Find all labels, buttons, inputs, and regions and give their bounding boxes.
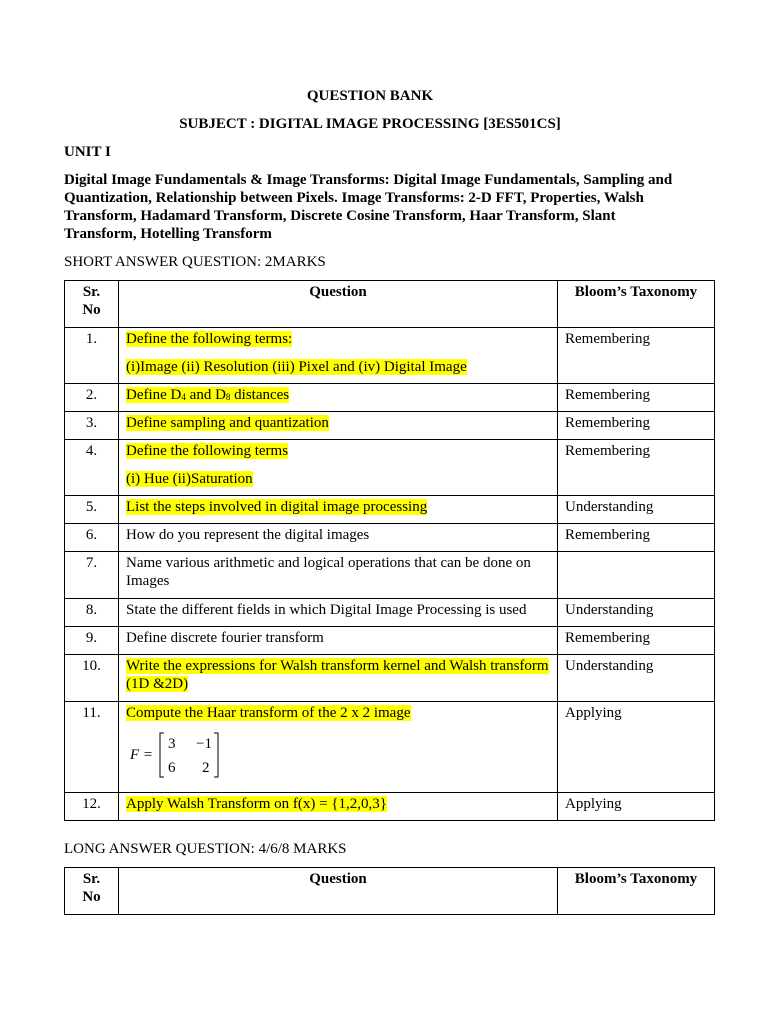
table-row (65, 793, 715, 821)
question-text: Define sampling and quantization (126, 415, 329, 431)
question-text-part: distances (230, 387, 290, 403)
unit-description: Digital Image Fundamentals & Image Transforms: Digital Image Fundamentals, Sampling and Quantization, Relationship between Pixels. Image Transforms: 2-D FFT, Properties, Walsh Transform, Hadamard Transform, Discrete Cosine Transform, Haar Transform, Slant Transform, Hotelling Transform (64, 172, 673, 242)
col-header-sr (65, 281, 119, 328)
question-text: Compute the Haar transform of the 2 x 2 image (126, 705, 411, 721)
question-text-part: and D (185, 387, 226, 403)
sr-cell: 11. (65, 702, 119, 793)
unit-heading: UNIT I (64, 144, 111, 160)
matrix-a: 3 (168, 736, 176, 752)
table-row (65, 524, 715, 552)
bloom-cell: Applying (558, 793, 715, 821)
bloom-cell: Remembering (558, 440, 715, 496)
bloom-cell (558, 552, 715, 599)
long-answer-table (64, 867, 715, 915)
bloom-cell: Remembering (558, 412, 715, 440)
subscript: 4 (181, 392, 186, 402)
bloom-cell: Understanding (558, 655, 715, 702)
question-cell: Name various arithmetic and logical operations that can be done on Images (119, 552, 558, 599)
question-text: Define the following terms (126, 443, 289, 459)
table-row (65, 552, 715, 599)
col-header-sr: Sr. No (65, 868, 119, 915)
question-cell (119, 793, 558, 821)
question-text: Apply Walsh Transform on f(x) = {1,2,0,3} (126, 796, 387, 812)
bloom-cell: Remembering (558, 627, 715, 655)
bloom-cell: Understanding (558, 496, 715, 524)
question-text-part: Define D (126, 387, 182, 403)
table-row (65, 627, 715, 655)
table-row (65, 702, 715, 793)
question-cell (119, 655, 558, 702)
sr-cell: 6. (65, 524, 119, 552)
subject-heading: SUBJECT : DIGITAL IMAGE PROCESSING [3ES501CS] (179, 116, 561, 132)
table-header-row (65, 868, 715, 915)
question-text: Define the following terms: (126, 331, 293, 347)
question-text (126, 387, 289, 403)
long-answer-heading: LONG ANSWER QUESTION: 4/6/8 MARKS (64, 841, 347, 857)
table-row (65, 384, 715, 412)
matrix-b: −1 (196, 736, 212, 752)
col-header-question: Question (119, 281, 558, 328)
table-row (65, 655, 715, 702)
table-row (65, 328, 715, 384)
question-text: List the steps involved in digital image processing (126, 499, 428, 515)
table-header-row (65, 281, 715, 328)
table-row (65, 599, 715, 627)
col-header-bloom: Bloom’s Taxonomy (558, 281, 715, 328)
question-cell (119, 496, 558, 524)
bloom-cell: Understanding (558, 599, 715, 627)
question-cell: State the different fields in which Digital Image Processing is used (119, 599, 558, 627)
sr-cell: 7. (65, 552, 119, 599)
question-cell: How do you represent the digital images (119, 524, 558, 552)
matrix-label: F = (130, 747, 154, 763)
bloom-cell: Remembering (558, 384, 715, 412)
left-bracket (160, 733, 164, 777)
subscript: 8 (225, 392, 231, 402)
sr-cell: 1. (65, 328, 119, 384)
question-text: Write the expressions for Walsh transform kernel and Walsh transform (1D &2D) (126, 658, 549, 692)
matrix-d: 2 (202, 760, 210, 776)
col-header-question: Question (119, 868, 558, 915)
question-cell (119, 702, 558, 793)
table-row (65, 440, 715, 496)
question-cell (119, 440, 558, 496)
short-answer-heading: SHORT ANSWER QUESTION: 2MARKS (64, 254, 326, 270)
sr-cell: 5. (65, 496, 119, 524)
matrix-F (126, 730, 236, 778)
right-bracket (214, 733, 218, 777)
question-cell (119, 328, 558, 384)
sr-cell: 9. (65, 627, 119, 655)
col-header-sr-label: Sr. No (82, 284, 101, 318)
question-cell (119, 384, 558, 412)
sr-cell: 12. (65, 793, 119, 821)
matrix-c: 6 (168, 760, 176, 776)
table-row (65, 412, 715, 440)
bloom-cell: Applying (558, 702, 715, 793)
sr-cell: 8. (65, 599, 119, 627)
question-text: (i) Hue (ii)Saturation (126, 471, 253, 487)
short-answer-table (64, 280, 715, 821)
question-cell (119, 412, 558, 440)
sr-cell: 4. (65, 440, 119, 496)
page-title: QUESTION BANK (306, 88, 434, 104)
sr-cell: 2. (65, 384, 119, 412)
sr-cell: 3. (65, 412, 119, 440)
sr-cell: 10. (65, 655, 119, 702)
bloom-cell: Remembering (558, 524, 715, 552)
question-text: (i)Image (ii) Resolution (iii) Pixel and (iv) Digital Image (126, 359, 467, 375)
bloom-cell: Remembering (558, 328, 715, 384)
table-row (65, 496, 715, 524)
question-cell: Define discrete fourier transform (119, 627, 558, 655)
col-header-bloom: Bloom’s Taxonomy (558, 868, 715, 915)
